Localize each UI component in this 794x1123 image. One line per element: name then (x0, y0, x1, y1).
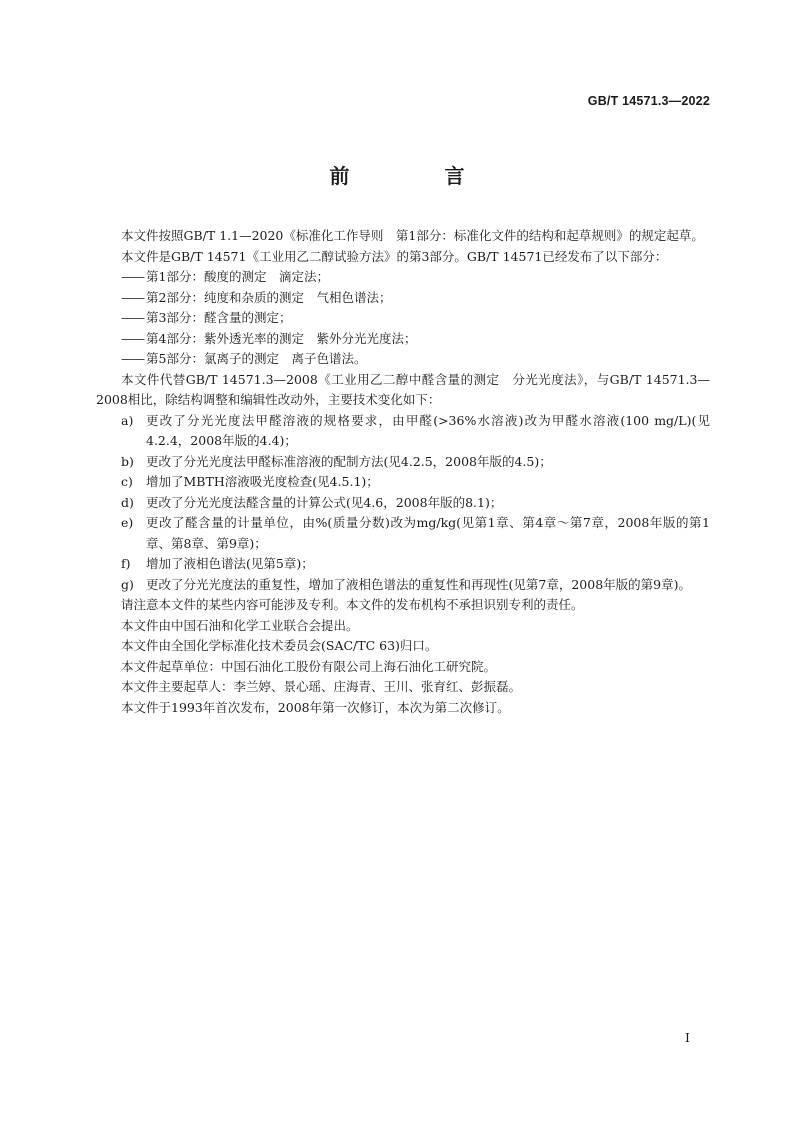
paragraph-managed-by: 本文件由全国化学标准化技术委员会(SAC/TC 63)归口。 (121, 638, 438, 653)
page-number: I (685, 1030, 690, 1045)
change-label: e) (121, 515, 134, 530)
foreword-body (96, 226, 710, 718)
change-label: d) (121, 494, 134, 510)
change-text: 增加了MBTH溶液吸光度检查(见4.5.1)； (146, 474, 379, 489)
change-text: 更改了醛含量的计量单位，由%(质量分数)改为mg/kg(见第1章、第4章～第7章，2008年版的第1章、第8章、第9章)； (146, 515, 710, 551)
change-text: 更改了分光光度法醛含量的计算公式(见4.6，2008年版的8.1)； (146, 494, 503, 510)
change-text: 更改了分光光度法甲醛标准溶液的配制方法(见4.2.5，2008年版的4.5)； (146, 453, 552, 469)
change-item-a (96, 411, 710, 452)
paragraph-patent-notice: 请注意本文件的某些内容可能涉及专利。本文件的发布机构不承担识别专利的责任。 (121, 597, 584, 612)
change-item-e (96, 513, 710, 554)
change-text: 增加了液相色谱法(见第5章)； (146, 556, 314, 571)
change-item-g (96, 575, 710, 596)
list-item-part-4: —— 第4部分：紫外透光率的测定 紫外分光光度法； (96, 329, 710, 350)
change-item-c (96, 472, 710, 493)
change-item-d (96, 493, 710, 514)
list-item-part-5: —— 第5部分：氯离子的测定 离子色谱法。 (96, 349, 710, 370)
paragraph-drafters: 本文件主要起草人：李兰婷、景心瑶、庄海青、王川、张育红、彭振磊。 (121, 679, 522, 694)
change-label: f) (121, 556, 131, 571)
standard-number: GB/T 14571.3—2022 (587, 94, 710, 108)
change-label: a) (121, 412, 134, 428)
change-text: 更改了分光光度法甲醛溶液的规格要求，由甲醛(>36%水溶液)改为甲醛水溶液(100 mg/L)(见4.2.4，2008年版的4.4)； (146, 412, 710, 448)
change-label: g) (121, 576, 134, 592)
paragraph-drafting-rules: 本文件按照GB/T 1.1—2020《标准化工作导则 第1部分：标准化文件的结构和起草规则》的规定起草。 (121, 228, 704, 243)
paragraph-history: 本文件于1993年首次发布，2008年第一次修订，本次为第二次修订。 (121, 699, 510, 715)
page-title: 前 言 (329, 164, 509, 188)
change-item-b (96, 452, 710, 473)
paragraph-drafting-organization: 本文件起草单位：中国石油化工股份有限公司上海石油化工研究院。 (121, 658, 497, 674)
paragraph-series-intro: 本文件是GB/T 14571《工业用乙二醇试验方法》的第3部分。GB/T 14571已经发布了以下部分： (121, 248, 668, 264)
list-item-part-2: —— 第2部分：纯度和杂质的测定 气相色谱法； (96, 288, 710, 309)
change-label: b) (121, 453, 134, 469)
list-item-part-1: —— 第1部分：酸度的测定 滴定法； (96, 267, 710, 288)
paragraph-proposed-by: 本文件由中国石油和化学工业联合会提出。 (121, 617, 359, 633)
change-text: 更改了分光光度法的重复性，增加了液相色谱法的重复性和再现性(见第7章，2008年版的第9章)。 (146, 576, 691, 592)
change-label: c) (121, 474, 133, 489)
change-item-f (96, 554, 710, 575)
list-item-part-3: —— 第3部分：醛含量的测定； (96, 308, 710, 329)
paragraph-replaces: 本文件代替GB/T 14571.3—2008《工业用乙二醇中醛含量的测定 分光光度法》，与GB/T 14571.3—2008相比，除结构调整和编辑性改动外，主要技术变化如下： (96, 371, 710, 407)
